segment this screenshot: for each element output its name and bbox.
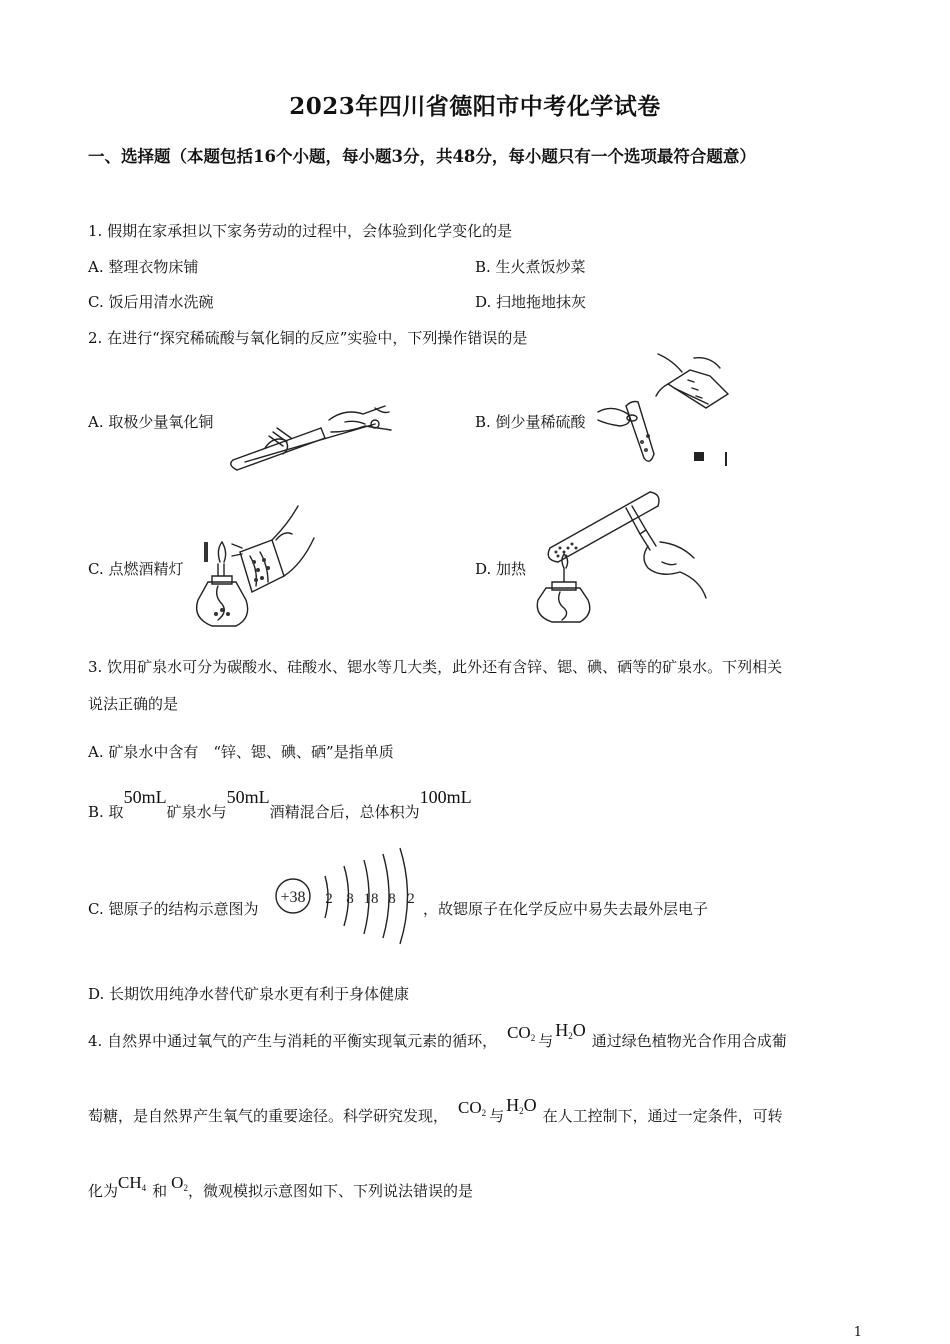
q4-l3-and: 和 (152, 1182, 168, 1200)
nucleus-label: +38 (280, 889, 306, 906)
q4-l1-and: 与 (538, 1032, 554, 1050)
q4-l3-text-b: ，微观模拟示意图如下、下列说法错误的是 (187, 1182, 473, 1200)
q3-option-c-prefix: C. 锶原子的结构示意图为 (88, 900, 259, 918)
q3-option-b (88, 787, 472, 822)
page-title: 2023年四川省德阳市中考化学试卷 (289, 93, 661, 120)
q2-option-b: B. 倒少量稀硫酸 (475, 413, 586, 431)
q4-l1-text-a: 4. 自然界中通过氧气的产生与消耗的平衡实现氧元素的循环， (88, 1032, 498, 1050)
q1-option-c: C. 饭后用清水洗碗 (88, 293, 214, 311)
q3-option-c-suffix: ，故锶原子在化学反应中易失去最外层电子 (423, 900, 709, 918)
q2-option-d: D. 加热 (475, 560, 527, 578)
q1-option-d: D. 扫地拖地抹灰 (475, 293, 587, 311)
q3-b-volume-3: 100mL (419, 787, 472, 807)
co2-symbol: CO (507, 1023, 531, 1042)
page-number: 1 (853, 1325, 862, 1340)
shell-3-electrons: 18 (363, 891, 379, 907)
h2o-h-symbol: H (506, 1095, 520, 1115)
co2-subscript: 2 (530, 1033, 536, 1043)
q4-l2-and: 与 (489, 1107, 505, 1125)
q3-b-volume-1: 50mL (123, 787, 167, 807)
shell-1-electrons: 2 (325, 891, 333, 907)
h2o-o-symbol: O (523, 1095, 537, 1115)
co2-subscript: 2 (481, 1108, 487, 1118)
lighting-lamp-illustration (188, 500, 318, 632)
shell-4-electrons: 8 (388, 891, 396, 907)
q2-option-c: C. 点燃酒精灯 (88, 560, 184, 578)
h2o-o-symbol: O (572, 1020, 586, 1040)
test-tube-spatula-illustration (225, 402, 395, 474)
pouring-acid-illustration (598, 354, 733, 469)
q4-l1-co2 (507, 1023, 535, 1042)
q4-l3-ch4 (118, 1173, 146, 1192)
q3-b-mid-1: 矿泉水与 (166, 803, 227, 821)
h2o-subscript: 2 (568, 1031, 573, 1041)
q4-l1-text-b: 通过绿色植物光合作用合成葡 (591, 1032, 787, 1050)
q3-option-d: D. 长期饮用纯净水替代矿泉水更有利于身体健康 (88, 985, 410, 1003)
o2-symbol: O (171, 1173, 184, 1192)
heating-tube-illustration (530, 488, 715, 628)
shell-5-electrons: 2 (407, 891, 415, 907)
q4-l3-text-a: 化为 (88, 1182, 119, 1200)
q4-l2-text-b: 在人工控制下，通过一定条件，可转 (542, 1107, 783, 1125)
q4-l1-h2o (555, 1020, 586, 1040)
q1-option-b: B. 生火煮饭炒菜 (475, 258, 586, 276)
shell-2-electrons: 8 (346, 891, 354, 907)
o2-subscript: 2 (183, 1183, 188, 1193)
q4-l3-o2 (171, 1173, 188, 1192)
q4-l2-co2 (458, 1098, 486, 1117)
q3-b-mid-2: 酒精混合后，总体积为 (269, 803, 420, 821)
q4-l2-h2o (506, 1095, 537, 1115)
q4-line-3 (88, 1173, 473, 1201)
q1-option-a: A. 整理衣物床铺 (88, 258, 199, 276)
q2-option-a: A. 取极少量氧化铜 (88, 413, 214, 431)
q3-b-prefix: B. 取 (88, 803, 124, 821)
q2-stem: 2. 在进行“探究稀硫酸与氧化铜的反应”实验中，下列操作错误的是 (88, 329, 528, 347)
ch4-symbol: CH (118, 1173, 142, 1192)
h2o-subscript: 2 (519, 1106, 524, 1116)
ch4-subscript: 4 (141, 1183, 147, 1193)
q4-line-2 (88, 1095, 783, 1126)
q4-line-1 (88, 1020, 787, 1051)
q3-stem-line2: 说法正确的是 (88, 695, 179, 713)
h2o-h-symbol: H (555, 1020, 569, 1040)
strontium-atom-diagram (273, 846, 423, 946)
q1-stem: 1. 假期在家承担以下家务劳动的过程中，会体验到化学变化的是 (88, 222, 513, 240)
q3-stem-line1: 3. 饮用矿泉水可分为碳酸水、硅酸水、锶水等几大类，此外还有含锌、锶、碘、硒等的矿泉水。下列相关 (88, 658, 783, 676)
section-heading: 一、选择题（本题包括16个小题，每小题3分，共48分，每小题只有一个选项最符合题意） (88, 147, 756, 166)
q3-b-volume-2: 50mL (226, 787, 270, 807)
q3-option-a: A. 矿泉水中含有 “锌、锶、碘、硒”是指单质 (88, 743, 394, 761)
q4-l2-text-a: 萄糖，是自然界产生氧气的重要途径。科学研究发现， (88, 1107, 449, 1125)
co2-symbol: CO (458, 1098, 482, 1117)
